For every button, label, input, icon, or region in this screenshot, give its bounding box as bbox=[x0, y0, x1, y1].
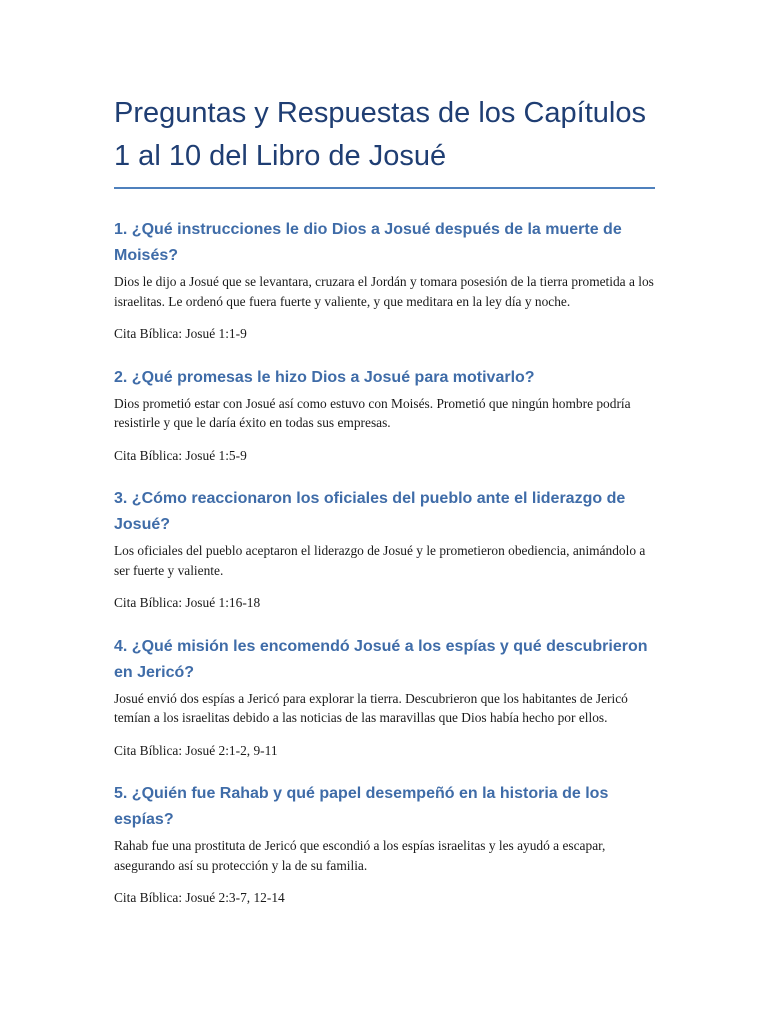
qa-item-5 bbox=[114, 781, 655, 908]
answer-text: Rahab fue una prostituta de Jericó que escondió a los espías israelitas y les ayudó a escapar, asegurando así su protección y la de su familia. bbox=[114, 838, 606, 873]
question-heading: 4. ¿Qué misión les encomendó Josué a los espías y qué descubrieron en Jericó? bbox=[114, 637, 648, 681]
qa-item-4 bbox=[114, 634, 655, 761]
bible-citation: Cita Bíblica: Josué 1:5-9 bbox=[114, 447, 247, 463]
document-page bbox=[114, 92, 655, 929]
question-heading: 1. ¿Qué instrucciones le dio Dios a Josué después de la muerte de Moisés? bbox=[114, 221, 622, 264]
question-heading: 3. ¿Cómo reaccionaron los oficiales del pueblo ante el liderazgo de Josué? bbox=[114, 490, 626, 533]
qa-item-2 bbox=[114, 365, 655, 466]
answer-text: Dios le dijo a Josué que se levantara, cruzara el Jordán y tomara posesión de la tierra prometida a los israelitas. Le ordenó que fuera fuerte y valiente, y que meditara en la ley día y noche. bbox=[114, 274, 654, 309]
answer-text: Josué envió dos espías a Jericó para explorar la tierra. Descubrieron que los habitantes de Jericó temían a los israelitas debido a las noticias de las maravillas que Dios había hecho por ellos. bbox=[114, 690, 628, 725]
answer-text: Dios prometió estar con Josué así como estuvo con Moisés. Prometió que ningún hombre podría resistirle y que le daría éxito en todas sus empresas. bbox=[114, 395, 631, 430]
qa-item-1 bbox=[114, 217, 655, 344]
title-underline-divider bbox=[114, 187, 655, 189]
bible-citation: Cita Bíblica: Josué 1:16-18 bbox=[114, 595, 261, 610]
document-title: Preguntas y Respuestas de los Capítulos 1 al 10 del Libro de Josué bbox=[114, 97, 646, 172]
bible-citation: Cita Bíblica: Josué 2:3-7, 12-14 bbox=[114, 890, 285, 905]
bible-citation: Cita Bíblica: Josué 2:1-2, 9-11 bbox=[114, 742, 278, 758]
bible-citation: Cita Bíblica: Josué 1:1-9 bbox=[114, 326, 247, 341]
question-heading: 5. ¿Quién fue Rahab y qué papel desempeñó en la historia de los espías? bbox=[114, 785, 609, 828]
question-heading: 2. ¿Qué promesas le hizo Dios a Josué para motivarlo? bbox=[114, 368, 535, 386]
answer-text: Los oficiales del pueblo aceptaron el liderazgo de Josué y le prometieron obediencia, animándolo a ser fuerte y valiente. bbox=[114, 543, 646, 578]
qa-item-3 bbox=[114, 486, 655, 613]
